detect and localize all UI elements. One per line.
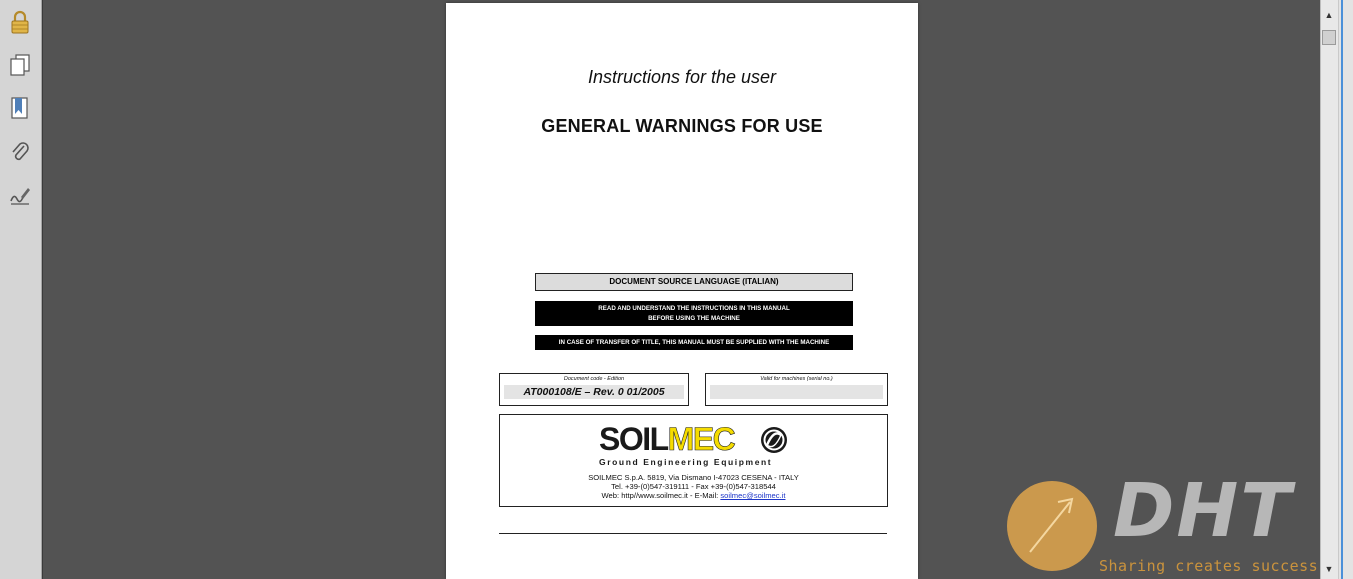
read-notice-line2: BEFORE USING THE MACHINE [648,314,740,322]
valid-machines-value [710,385,883,399]
company-email-link[interactable]: soilmec@soilmec.it [720,491,786,500]
attachments-icon[interactable] [8,140,32,164]
document-code-caption: Document code - Edition [563,376,625,382]
valid-machines-caption: Valid for machines (serial no.) [760,376,833,382]
logo-text-soil: SOIL [599,420,668,457]
valid-machines-box [705,373,888,406]
read-notice-line1: READ AND UNDERSTAND THE INSTRUCTIONS IN THIS MANUAL [598,305,790,312]
source-language-box: DOCUMENT SOURCE LANGUAGE (ITALIAN) [535,273,853,291]
company-web [500,491,887,500]
watermark-arrow-icon [1006,480,1098,572]
document-page [446,3,918,579]
window-edge [1338,0,1353,579]
document-code-box [499,373,689,406]
company-address: SOILMEC S.p.A. 5819, Via Dismano I-47023 CESENA - ITALY [588,473,799,482]
company-phone: Tel. +39-(0)547-319111 - Fax +39-(0)547-318544 [611,482,776,491]
soilmec-logo [599,422,734,456]
watermark-tagline: Sharing creates success [1099,557,1319,575]
company-tagline: Ground Engineering Equipment [599,457,773,467]
soilmec-logo-mark-icon [759,425,789,455]
logo-text-mec: MEC [667,420,735,457]
vertical-scrollbar[interactable] [1320,0,1339,579]
document-title: GENERAL WARNINGS FOR USE [541,116,823,136]
document-subtitle: Instructions for the user [587,67,777,87]
scrollbar-thumb[interactable] [1322,30,1336,45]
watermark-brand: DHT [1113,468,1293,554]
document-code-value: AT000108/E – Rev. 0 01/2005 [504,385,684,399]
read-instructions-notice [535,301,853,326]
signatures-icon[interactable] [8,183,32,207]
company-web-prefix: Web: http//www.soilmec.it - E-Mail: [601,491,721,500]
transfer-notice: IN CASE OF TRANSFER OF TITLE, THIS MANUAL MUST BE SUPPLIED WITH THE MACHINE [535,335,853,350]
company-info-box [499,414,888,507]
pages-icon[interactable] [8,53,32,77]
bottom-rule [499,533,887,534]
scroll-up-icon[interactable]: ▲ [1324,10,1334,20]
scroll-down-icon[interactable]: ▼ [1324,564,1334,574]
lock-icon[interactable] [8,10,32,34]
pane-divider [42,0,43,579]
bookmarks-icon[interactable] [8,96,32,120]
navigation-pane [0,0,42,579]
